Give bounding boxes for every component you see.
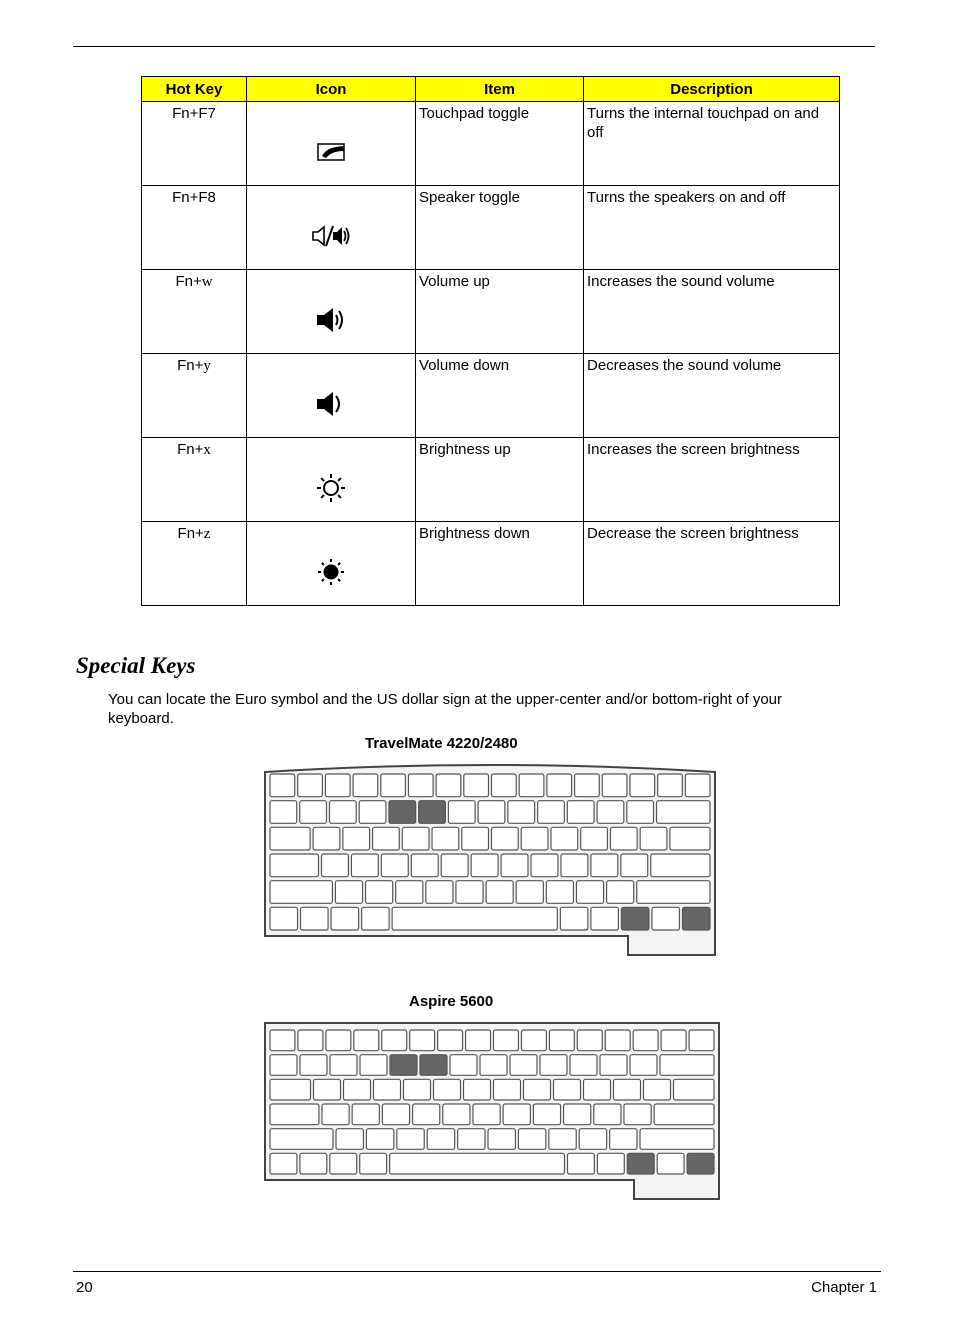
keyboard-key [270, 881, 332, 904]
currency-key [627, 1153, 654, 1174]
description-cell: Turns the speakers on and off [584, 186, 840, 270]
keyboard-key [326, 1030, 351, 1051]
hot-key-cell [142, 354, 247, 438]
keyboard-key [591, 854, 618, 877]
hot-key-prefix: Fn+ [177, 525, 204, 542]
keyboard-key [335, 881, 362, 904]
keyboard-key [503, 1104, 530, 1125]
icon-cell [247, 270, 416, 354]
page-number: 20 [76, 1279, 93, 1296]
keyboard-key [450, 1055, 477, 1076]
keyboard-key [336, 1129, 363, 1150]
keyboard-key [270, 854, 318, 877]
keyboard-key [321, 854, 348, 877]
keyboard-key [373, 827, 400, 850]
keyboard-key [540, 1055, 567, 1076]
keyboard-key [382, 1104, 409, 1125]
keyboard-key [458, 1129, 485, 1150]
keyboard-key [322, 1104, 349, 1125]
header-rule [73, 46, 875, 47]
keyboard-key [516, 881, 543, 904]
hot-key-suffix: F7 [198, 105, 216, 122]
keyboard-key [443, 1104, 470, 1125]
keyboard-key [605, 1030, 630, 1051]
hot-key-prefix: Fn+ [177, 441, 204, 458]
hot-key-cell [142, 102, 247, 186]
keyboard-key [531, 854, 558, 877]
hot-key-suffix: z [203, 526, 211, 542]
icon-cell [247, 186, 416, 270]
keyboard-key [456, 881, 483, 904]
travelmate-keyboard-image [262, 764, 718, 958]
hot-key-suffix: y [203, 358, 211, 374]
keyboard-key [654, 1104, 714, 1125]
keyboard-key [301, 907, 329, 930]
keyboard-key [352, 1104, 379, 1125]
keyboard-key [331, 907, 359, 930]
keyboard-key [644, 1079, 671, 1100]
keyboard-key [314, 1079, 341, 1100]
keyboard-key [591, 907, 619, 930]
keyboard-key [374, 1079, 401, 1100]
keyboard-key [607, 881, 634, 904]
keyboard-key [353, 774, 378, 797]
hot-key-cell [142, 438, 247, 522]
currency-key [687, 1153, 714, 1174]
footer-rule [73, 1271, 881, 1272]
description-cell: Turns the internal touchpad on and off [584, 102, 840, 186]
intro-paragraph: You can locate the Euro symbol and the US dollar sign at the upper-center and/or bottom-right of your keyboard. [108, 691, 783, 727]
keyboard-key [658, 774, 683, 797]
keyboard-key [436, 774, 461, 797]
keyboard-key [637, 881, 710, 904]
hot-key-cell [142, 522, 247, 606]
brightness-down-icon [247, 558, 415, 586]
header-icon: Icon [247, 77, 416, 102]
keyboard-key [579, 1129, 606, 1150]
keyboard-key [567, 1153, 594, 1174]
keyboard-key [602, 774, 627, 797]
icon-cell [247, 438, 416, 522]
currency-key [682, 907, 710, 930]
keyboard-key [518, 1129, 545, 1150]
keyboard-key [640, 827, 667, 850]
keyboard-key [464, 774, 489, 797]
currency-key [419, 801, 446, 824]
keyboard-key [354, 1030, 379, 1051]
keyboard-key [576, 881, 603, 904]
keyboard-key [300, 801, 327, 824]
keyboard-key [674, 1079, 715, 1100]
keyboard-key [551, 827, 578, 850]
keyboard-key [600, 1055, 627, 1076]
keyboard-key [448, 801, 475, 824]
figure-caption-aspire: Aspire 5600 [409, 993, 494, 1010]
keyboard-key [473, 1104, 500, 1125]
keyboard-key [366, 881, 393, 904]
keyboard-key [575, 774, 600, 797]
keyboard-key [630, 774, 655, 797]
keyboard-key [343, 827, 370, 850]
keyboard-key [325, 774, 350, 797]
keyboard-key [577, 1030, 602, 1051]
keyboard-key [396, 881, 423, 904]
currency-key [389, 801, 416, 824]
item-cell: Speaker toggle [416, 186, 584, 270]
keyboard-key [270, 907, 298, 930]
description-cell: Decreases the sound volume [584, 354, 840, 438]
keyboard-key [627, 801, 654, 824]
keyboard-key [298, 1030, 323, 1051]
keyboard-key [413, 1104, 440, 1125]
hot-key-prefix: Fn+ [172, 189, 199, 206]
keyboard-key [560, 907, 588, 930]
keyboard-key [270, 774, 295, 797]
table-row [142, 522, 840, 606]
keyboard-key [533, 1104, 560, 1125]
item-cell: Volume down [416, 354, 584, 438]
keyboard-key [300, 1055, 327, 1076]
keyboard-key [434, 1079, 461, 1100]
hot-key-cell [142, 270, 247, 354]
currency-key [390, 1055, 417, 1076]
keyboard-key [510, 1055, 537, 1076]
keyboard-key [270, 827, 310, 850]
figure-caption-travelmate: TravelMate 4220/2480 [365, 735, 518, 752]
keyboard-key [397, 1129, 424, 1150]
volume-up-icon [247, 306, 415, 334]
keyboard-key [381, 854, 408, 877]
keyboard-key [651, 854, 710, 877]
keyboard-key [427, 1129, 454, 1150]
keyboard-key [270, 1104, 319, 1125]
keyboard-key [480, 1055, 507, 1076]
table-row [142, 438, 840, 522]
brightness-up-icon [247, 474, 415, 502]
keyboard-key [640, 1129, 714, 1150]
icon-cell [247, 102, 416, 186]
currency-key [420, 1055, 447, 1076]
item-cell: Brightness up [416, 438, 584, 522]
keyboard-key [597, 801, 624, 824]
keyboard-key [689, 1030, 714, 1051]
speaker-toggle-icon [247, 222, 415, 250]
keyboard-key [382, 1030, 407, 1051]
keyboard-key [270, 801, 297, 824]
description-cell: Increases the screen brightness [584, 438, 840, 522]
keyboard-key [362, 907, 390, 930]
hot-key-prefix: Fn+ [175, 273, 202, 290]
hot-key-cell [142, 186, 247, 270]
keyboard-key [488, 1129, 515, 1150]
keyboard-key [270, 1153, 297, 1174]
keyboard-key [657, 801, 710, 824]
hot-key-suffix: x [203, 442, 211, 458]
keyboard-key [597, 1153, 624, 1174]
hot-key-prefix: Fn+ [177, 357, 204, 374]
hot-key-suffix: w [201, 274, 213, 290]
keyboard-key [610, 1129, 637, 1150]
aspire-keyboard-image [262, 1020, 722, 1202]
keyboard-key [270, 1079, 311, 1100]
icon-cell [247, 522, 416, 606]
keyboard-key [633, 1030, 658, 1051]
keyboard-key [519, 774, 544, 797]
keyboard-key [360, 1153, 387, 1174]
keyboard-key [330, 1153, 357, 1174]
table-header-row [142, 77, 840, 102]
keyboard-key [492, 827, 519, 850]
keyboard-key [538, 801, 565, 824]
keyboard-key [441, 854, 468, 877]
keyboard-key [549, 1030, 574, 1051]
hotkey-table [141, 76, 840, 606]
keyboard-key [432, 827, 459, 850]
keyboard-key [670, 827, 710, 850]
keyboard-key [464, 1079, 491, 1100]
keyboard-key [390, 1153, 565, 1174]
keyboard-key [624, 1104, 651, 1125]
keyboard-key [621, 854, 648, 877]
keyboard-key [614, 1079, 641, 1100]
keyboard-key [546, 881, 573, 904]
keyboard-key [561, 854, 588, 877]
keyboard-key [492, 774, 517, 797]
keyboard-key [426, 881, 453, 904]
keyboard-key [501, 854, 528, 877]
keyboard-key [524, 1079, 551, 1100]
keyboard-key [392, 907, 557, 930]
keyboard-key [478, 801, 505, 824]
volume-down-icon [247, 390, 415, 418]
keyboard-key [508, 801, 535, 824]
header-hot-key: Hot Key [142, 77, 247, 102]
keyboard-key [494, 1079, 521, 1100]
keyboard-key [329, 801, 356, 824]
keyboard-key [298, 774, 323, 797]
table-row [142, 270, 840, 354]
keyboard-key [554, 1079, 581, 1100]
section-title: Special Keys [76, 653, 196, 678]
keyboard-key [462, 827, 489, 850]
description-cell: Decrease the screen brightness [584, 522, 840, 606]
keyboard-key [408, 774, 433, 797]
keyboard-key [300, 1153, 327, 1174]
keyboard-key [584, 1079, 611, 1100]
item-cell: Touchpad toggle [416, 102, 584, 186]
keyboard-key [351, 854, 378, 877]
keyboard-key [660, 1055, 714, 1076]
keyboard-key [410, 1030, 435, 1051]
hot-key-suffix: F8 [198, 189, 216, 206]
keyboard-key [652, 907, 680, 930]
keyboard-key [486, 881, 513, 904]
currency-key [621, 907, 649, 930]
keyboard-key [404, 1079, 431, 1100]
table-row [142, 354, 840, 438]
keyboard-key [381, 774, 406, 797]
chapter-label: Chapter 1 [811, 1279, 877, 1296]
keyboard-key [344, 1079, 371, 1100]
header-description: Description [584, 77, 840, 102]
item-cell: Volume up [416, 270, 584, 354]
keyboard-key [438, 1030, 463, 1051]
keyboard-key [547, 774, 572, 797]
keyboard-key [402, 827, 429, 850]
keyboard-key [360, 1055, 387, 1076]
touchpad-icon [247, 138, 415, 166]
keyboard-key [270, 1055, 297, 1076]
keyboard-key [661, 1030, 686, 1051]
keyboard-key [570, 1055, 597, 1076]
hot-key-prefix: Fn+ [172, 105, 199, 122]
keyboard-key [521, 1030, 546, 1051]
keyboard-key [359, 801, 386, 824]
keyboard-key [313, 827, 340, 850]
keyboard-key [471, 854, 498, 877]
keyboard-key [411, 854, 438, 877]
keyboard-key [657, 1153, 684, 1174]
keyboard-key [610, 827, 637, 850]
keyboard-key [270, 1030, 295, 1051]
description-cell: Increases the sound volume [584, 270, 840, 354]
keyboard-key [330, 1055, 357, 1076]
item-cell: Brightness down [416, 522, 584, 606]
keyboard-key [581, 827, 608, 850]
keyboard-key [685, 774, 710, 797]
keyboard-key [567, 801, 594, 824]
table-row [142, 102, 840, 186]
keyboard-key [594, 1104, 621, 1125]
icon-cell [247, 354, 416, 438]
keyboard-key [521, 827, 548, 850]
keyboard-key [494, 1030, 519, 1051]
keyboard-key [630, 1055, 657, 1076]
keyboard-key [564, 1104, 591, 1125]
keyboard-key [366, 1129, 393, 1150]
keyboard-key [270, 1129, 333, 1150]
keyboard-key [466, 1030, 491, 1051]
header-item: Item [416, 77, 584, 102]
table-row [142, 186, 840, 270]
keyboard-key [549, 1129, 576, 1150]
